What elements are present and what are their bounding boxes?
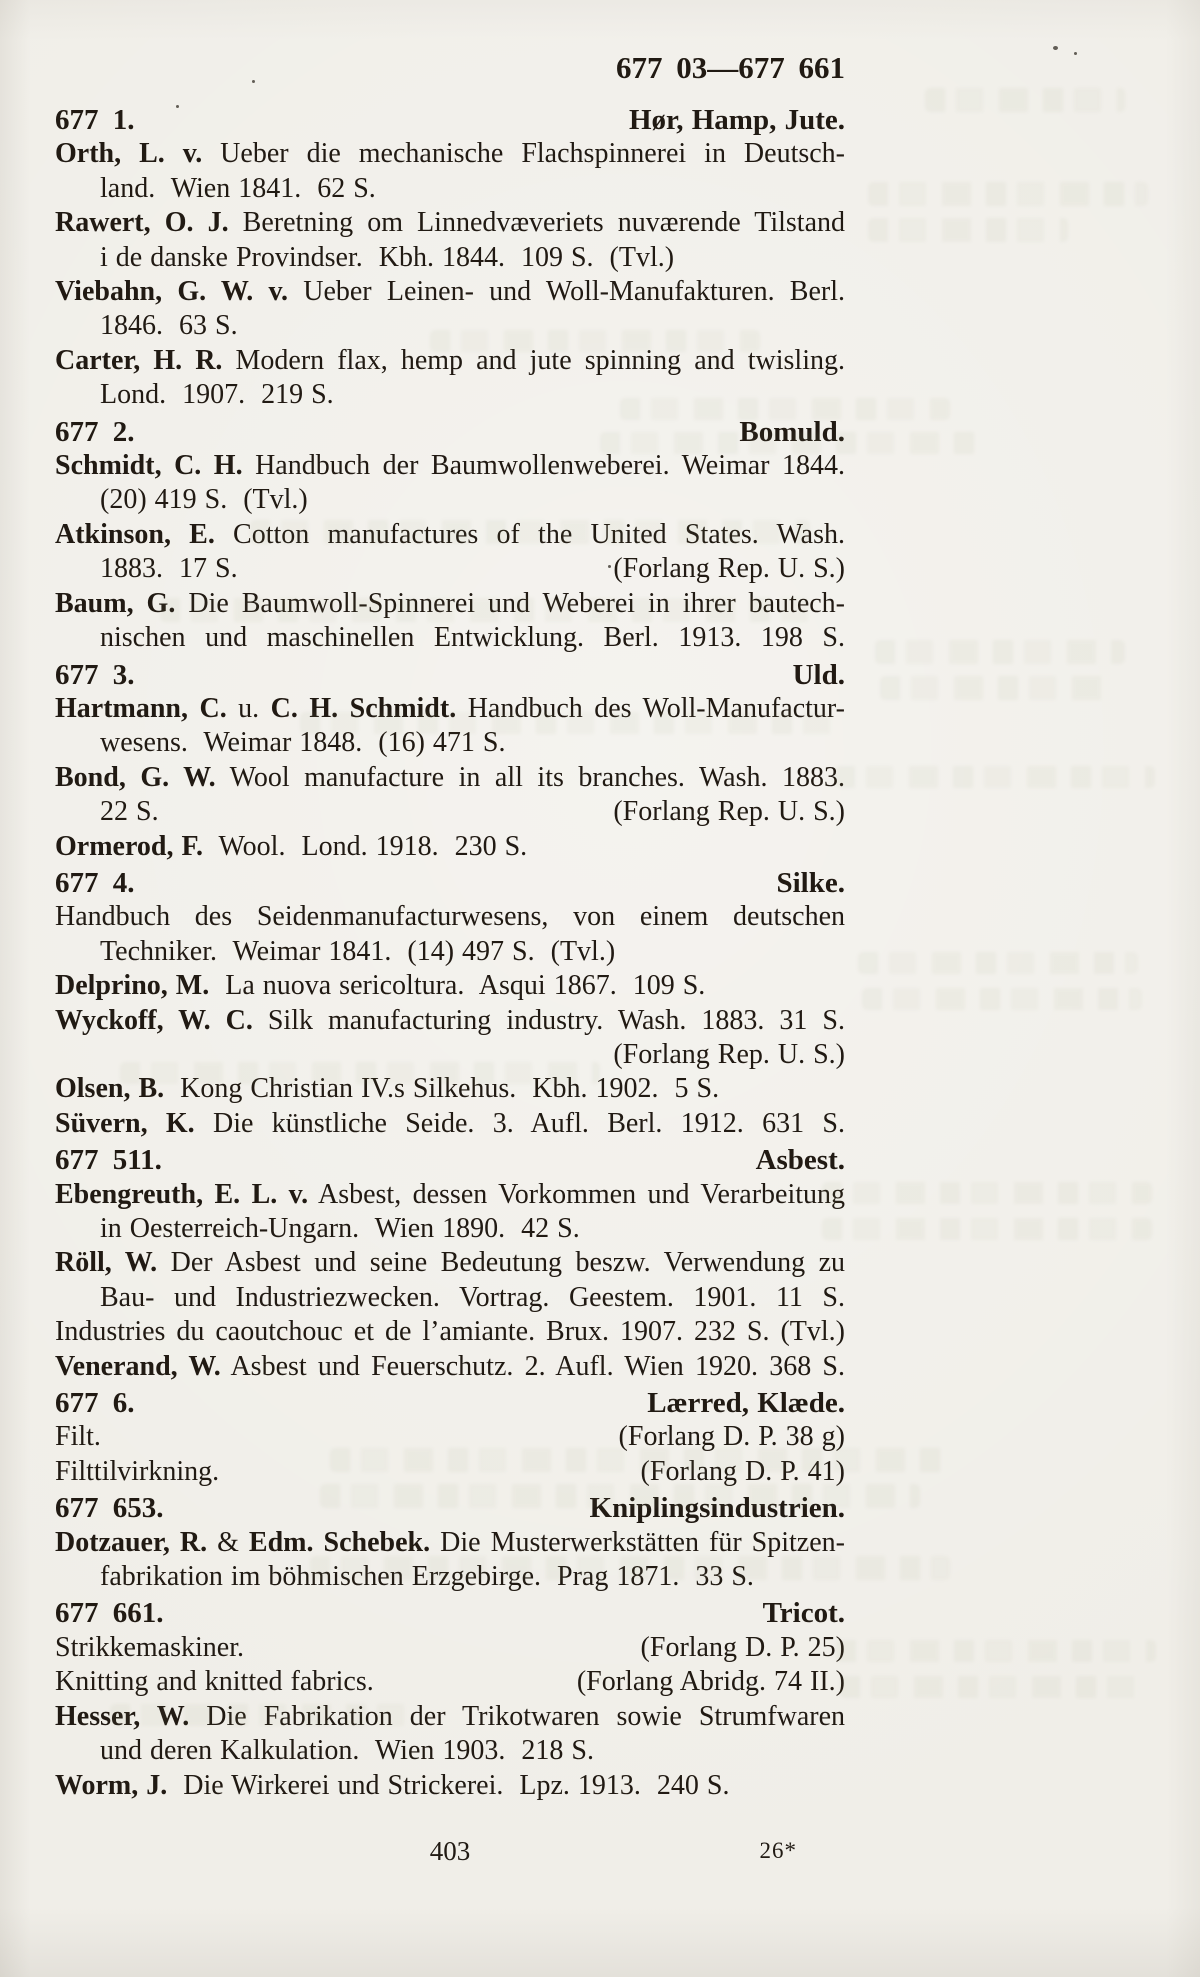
section-heading-line	[55, 103, 845, 137]
entry-line	[55, 344, 845, 378]
bleed-through-artifact	[868, 218, 1068, 242]
entry-text: Wool manufacture in all its branches. Wash. 1883.	[215, 761, 846, 793]
section-heading-line	[55, 1491, 845, 1525]
entry-text: Strikkemaskiner.	[55, 1631, 244, 1663]
section-code: 677 2.	[55, 415, 135, 448]
entry-text: in Oesterreich-Ungarn. Wien 1890. 42 S.	[100, 1213, 580, 1244]
entry-text: Die Musterwerkstätten für Spitzen-	[430, 1526, 845, 1558]
entry-line	[55, 1212, 845, 1246]
bleed-through-artifact	[822, 1218, 1152, 1240]
entry-text: wesens. Weimar 1848. (16) 471 S.	[100, 727, 506, 759]
catalog-entries	[55, 103, 845, 1803]
entry-text: Modern flax, hemp and jute spinning and twisling.	[222, 344, 845, 376]
entry-text: 22 S.	[100, 796, 159, 828]
entry-line	[55, 726, 845, 760]
entry-line	[55, 1734, 845, 1768]
section-heading-line	[55, 866, 845, 900]
author-name: Atkinson, E.	[55, 518, 215, 550]
entry-line	[55, 587, 845, 621]
bleed-through-artifact	[822, 1182, 1152, 1204]
section-code: 677 1.	[55, 104, 135, 136]
printer-signature: 26*	[759, 1838, 797, 1863]
author-name: Schmidt, C. H.	[55, 450, 243, 482]
section-heading-line	[55, 1143, 845, 1177]
page-number: 403	[429, 1836, 471, 1866]
entry-line	[55, 935, 845, 969]
entry-text: Bau- und Industriezwecken. Vortrag. Geestem. 1901. 11 S.	[100, 1281, 845, 1313]
section-subject-heading: Kniplingsindustrien.	[589, 1492, 845, 1525]
entry-line	[55, 483, 845, 517]
author-name: Hesser, W.	[55, 1700, 190, 1732]
entry-reference: (Forlang D. P. 41)	[640, 1455, 845, 1487]
entry-text: Knitting and knitted fabrics.	[55, 1666, 374, 1698]
entry-line	[55, 449, 845, 483]
bleed-through-artifact	[858, 952, 1138, 974]
author-name: Röll, W.	[55, 1247, 158, 1279]
entry-line	[55, 692, 845, 726]
bleed-through-artifact	[925, 88, 1125, 112]
entry-text: Kong Christian IV.s Silkehus. Kbh. 1902. 5 S.	[164, 1073, 720, 1105]
entry-line	[55, 1665, 845, 1699]
author-name: C. H. Schmidt.	[270, 692, 457, 724]
entry-text: La nuova sericoltura. Asqui 1867. 109 S.	[209, 970, 706, 1002]
entry-text: Wool. Lond. 1918. 230 S.	[203, 830, 528, 862]
entry-line	[55, 1315, 845, 1349]
author-name: Orth, L. v.	[55, 138, 203, 170]
bleed-through-artifact	[836, 1640, 1156, 1662]
footer	[55, 1836, 845, 1876]
scan-speck	[1053, 46, 1058, 50]
entry-text: u.	[226, 692, 271, 724]
entry-text: 1846. 63 S.	[100, 310, 238, 342]
author-name: Hartmann, C.	[55, 692, 227, 724]
entry-line	[55, 1281, 845, 1315]
entry-line	[55, 1004, 845, 1038]
bleed-through-artifact	[880, 676, 1110, 700]
entry-text: Silk manufacturing industry. Wash. 1883. 31 S.	[252, 1004, 845, 1036]
entry-line	[55, 621, 845, 655]
entry-text: Beretning om Linnedvæveriets nuværende Tilstand	[228, 207, 845, 239]
page-header-classification-range: 677 03—677 661	[616, 50, 845, 85]
entry-text: Filttilvirkning.	[55, 1455, 220, 1487]
entry-text: und deren Kalkulation. Wien 1903. 218 S.	[100, 1735, 594, 1767]
entry-text: Cotton manufactures of the United States. Wash.	[214, 518, 845, 550]
author-name: Carter, H. R.	[55, 344, 223, 376]
entry-line	[55, 1700, 845, 1734]
entry-line	[55, 1560, 845, 1594]
entry-line	[55, 275, 845, 309]
entry-text: Techniker. Weimar 1841. (14) 497 S. (Tvl.)	[100, 935, 616, 967]
bleed-through-artifact	[862, 988, 1142, 1010]
entry-text: Ueber Leinen- und Woll-Manufakturen. Berl.	[287, 276, 846, 308]
author-name: Ormerod, F.	[55, 830, 203, 862]
section-code: 677 653.	[55, 1492, 164, 1525]
entry-text: nischen und maschinellen Entwicklung. Berl. 1913. 198 S.	[100, 622, 845, 654]
entry-text: Die Fabrikation der Trikotwaren sowie Strumfwaren	[189, 1700, 845, 1732]
entry-text: Handbuch des Woll-Manufactur-	[456, 692, 845, 724]
author-name: Wyckoff, W. C.	[55, 1004, 253, 1036]
entry-text: &	[207, 1526, 249, 1558]
entry-line	[55, 900, 845, 934]
entry-text: (20) 419 S. (Tvl.)	[100, 484, 308, 516]
author-name: Süvern, K.	[55, 1107, 195, 1139]
entry-text: Industries du caoutchouc et de l’amiante. Brux. 1907. 232 S. (Tvl.)	[55, 1316, 845, 1348]
author-name: Rawert, O. J.	[55, 207, 229, 239]
author-name: Bond, G. W.	[55, 761, 216, 793]
section-subject-heading: Uld.	[792, 658, 845, 691]
section-heading-line	[55, 1386, 845, 1420]
entry-text: Filt.	[55, 1421, 101, 1453]
bleed-through-artifact	[835, 766, 1155, 788]
entry-text: fabrikation im böhmischen Erzgebirge. Prag 1871. 33 S.	[100, 1561, 754, 1593]
entry-text: Der Asbest und seine Bedeutung beszw. Verwendung zu	[157, 1247, 845, 1279]
entry-line	[55, 1178, 845, 1212]
entry-line	[55, 1769, 845, 1803]
author-name: Dotzauer, R.	[55, 1526, 208, 1558]
author-name: Worm, J.	[55, 1769, 168, 1801]
entry-line	[55, 795, 845, 829]
entry-line	[55, 1455, 845, 1489]
entry-text: 1883. 17 S.	[100, 553, 238, 585]
author-name: Edm. Schebek.	[248, 1526, 431, 1558]
bleed-through-artifact	[840, 1676, 1140, 1698]
section-subject-heading: Tricot.	[762, 1597, 845, 1630]
section-code: 677 6.	[55, 1387, 135, 1420]
author-name: Viebahn, G. W. v.	[55, 276, 288, 308]
entry-text: i de danske Provindser. Kbh. 1844. 109 S. (Tvl.)	[100, 241, 675, 273]
author-name: Venerand, W.	[55, 1350, 221, 1382]
entry-text: Die Baumwoll-Spinnerei und Weberei in ihrer bautech-	[175, 587, 846, 619]
section-heading-line	[55, 658, 845, 692]
entry-reference: (Forlang Rep. U. S.)	[613, 796, 845, 828]
entry-line	[55, 137, 845, 171]
entry-line	[55, 552, 845, 586]
author-name: Ebengreuth, E. L. v.	[55, 1178, 309, 1210]
catalog-column	[55, 50, 845, 1803]
section-heading-line	[55, 1596, 845, 1630]
entry-line	[55, 309, 845, 343]
entry-text: Die Wirkerei und Strickerei. Lpz. 1913. 240 S.	[167, 1769, 730, 1801]
entry-line	[55, 1072, 845, 1106]
bleed-through-artifact	[868, 182, 1148, 206]
entry-line	[55, 1038, 845, 1072]
entry-line	[55, 518, 845, 552]
entry-text: land. Wien 1841. 62 S.	[100, 172, 376, 204]
entry-line	[55, 761, 845, 795]
entry-text: Handbuch der Baumwollenweberei. Weimar 1844.	[242, 450, 845, 482]
section-subject-heading: Bomuld.	[739, 415, 845, 448]
entry-line	[55, 206, 845, 240]
scan-speck	[1074, 52, 1077, 55]
section-subject-heading: Silke.	[776, 866, 845, 899]
section-code: 677 661.	[55, 1597, 164, 1630]
entry-text: Ueber die mechanische Flachspinnerei in Deutsch-	[202, 138, 845, 170]
entry-line	[55, 1526, 845, 1560]
author-name: Delprino, M.	[55, 970, 210, 1002]
entry-reference: (Forlang Rep. U. S.)	[613, 553, 845, 585]
section-code: 677 3.	[55, 658, 135, 691]
entry-line	[55, 172, 845, 206]
entry-line	[55, 969, 845, 1003]
entry-reference: (Forlang D. P. 38 g)	[618, 1421, 845, 1453]
entry-line	[55, 1350, 845, 1384]
entry-text: Die künstliche Seide. 3. Aufl. Berl. 1912. 631 S.	[194, 1107, 845, 1139]
author-name: Baum, G.	[55, 587, 176, 619]
entry-line	[55, 378, 845, 412]
entry-text: Asbest und Feuerschutz. 2. Aufl. Wien 1920. 368 S.	[220, 1350, 845, 1382]
section-subject-heading: Lærred, Klæde.	[647, 1387, 845, 1420]
entry-text: Lond. 1907. 219 S.	[100, 379, 334, 411]
entry-line	[55, 1246, 845, 1280]
section-subject-heading: Hør, Hamp, Jute.	[628, 104, 845, 136]
entry-reference: (Forlang D. P. 25)	[640, 1631, 845, 1663]
entry-text: Asbest, dessen Vorkommen und Verarbeitung	[308, 1178, 846, 1210]
entry-line	[55, 1107, 845, 1141]
entry-reference: (Forlang Rep. U. S.)	[613, 1038, 845, 1070]
entry-line	[55, 241, 845, 275]
entry-line	[55, 830, 845, 864]
section-subject-heading: Asbest.	[755, 1144, 845, 1177]
section-heading-line	[55, 415, 845, 449]
author-name: Olsen, B.	[55, 1073, 165, 1105]
entry-reference: (Forlang Abridg. 74 II.)	[576, 1666, 845, 1698]
entry-line	[55, 1420, 845, 1454]
section-code: 677 511.	[55, 1144, 162, 1177]
entry-text: Handbuch des Seidenmanufacturwesens, von einem deutschen	[55, 901, 845, 933]
section-code: 677 4.	[55, 866, 135, 899]
entry-line	[55, 1631, 845, 1665]
bleed-through-artifact	[875, 640, 1125, 664]
